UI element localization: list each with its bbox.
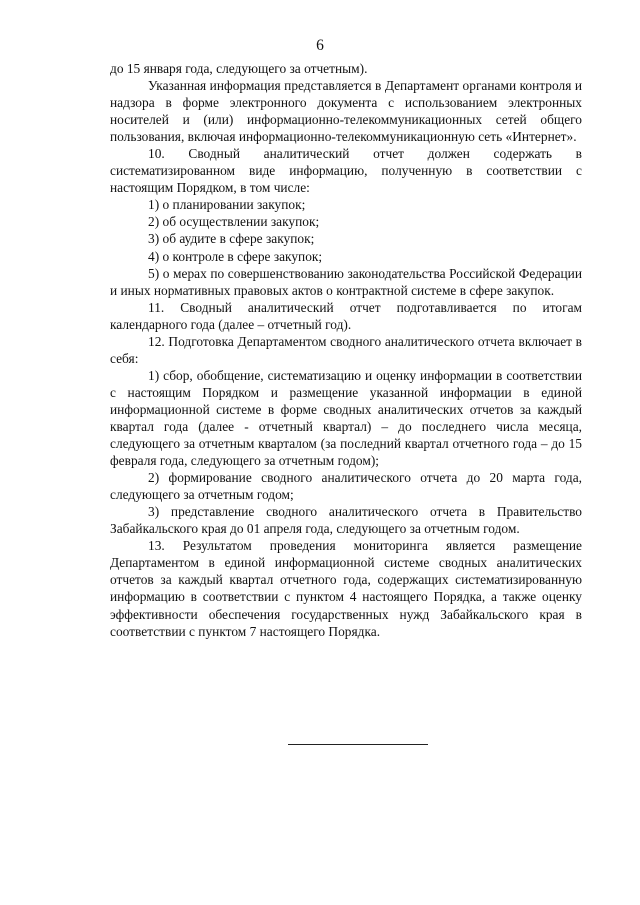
list-item-submission: 3) представление сводного аналитического отчета в Правительство Забайкальского края до 01 апреля года, следующего за отчетным годом. (110, 504, 582, 537)
page-number: 6 (316, 37, 324, 54)
list-item-execution: 2) об осуществлении закупок; (148, 214, 320, 230)
paragraph-item-12: 12. Подготовка Департаментом сводного аналитического отчета включает в себя: (110, 333, 582, 366)
paragraph-item-13: 13. Результатом проведения мониторинга является размещение Департаментом в единой информационной системе сводных аналитических отчетов за каждый квартал отчетного года, содержащих систематизированную информацию в соответствии с пунктом 4 настоящего Порядка, а также оценку эффективности обеспечения государственных нужд Забайкальского края в соответствии с пунктом 7 настоящего Порядка. (110, 538, 582, 639)
paragraph-item-10: 10. Сводный аналитический отчет должен содержать в систематизированном виде информацию, полученную в соответствии с настоящим Порядком, в том числе: (110, 146, 582, 196)
end-separator-line (288, 744, 428, 745)
list-item-legislation: 5) о мерах по совершенствованию законодательства Российской Федерации и иных нормативных правовых актов о контрактной системе в сфере закупок. (110, 265, 582, 298)
list-item-formation: 2) формирование сводного аналитического отчета до 20 марта года, следующего за отчетным годом; (110, 470, 582, 503)
list-item-audit: 3) об аудите в сфере закупок; (148, 231, 315, 247)
list-item-collection: 1) сбор, обобщение, систематизацию и оценку информации в соответствии с настоящим Порядком и размещение указанной информации в единой информационной системе в форме сводных аналитических отчетов за каждый квартал года (далее - отчетный квартал) – до последнего числа месяца, следующего за отчетным кварталом (за последний квартал отчетного года – до 15 февраля года, следующего за отчетным годом); (110, 367, 582, 469)
list-item-control: 4) о контроле в сфере закупок; (148, 248, 323, 264)
paragraph-item-11: 11. Сводный аналитический отчет подготавливается по итогам календарного года (далее – отчетный год). (110, 299, 582, 332)
paragraph-info-submission: Указанная информация представляется в Департамент органами контроля и надзора в форме электронного документа с использованием электронных носителей и (или) информационно-телекоммуникационных сетей общего пользования, включая информационно-телекоммуникационную сеть «Интернет». (110, 78, 582, 145)
document-body (110, 60, 582, 640)
paragraph-continuation: до 15 января года, следующего за отчетным). (110, 61, 368, 76)
list-item-planning: 1) о планировании закупок; (148, 197, 306, 213)
